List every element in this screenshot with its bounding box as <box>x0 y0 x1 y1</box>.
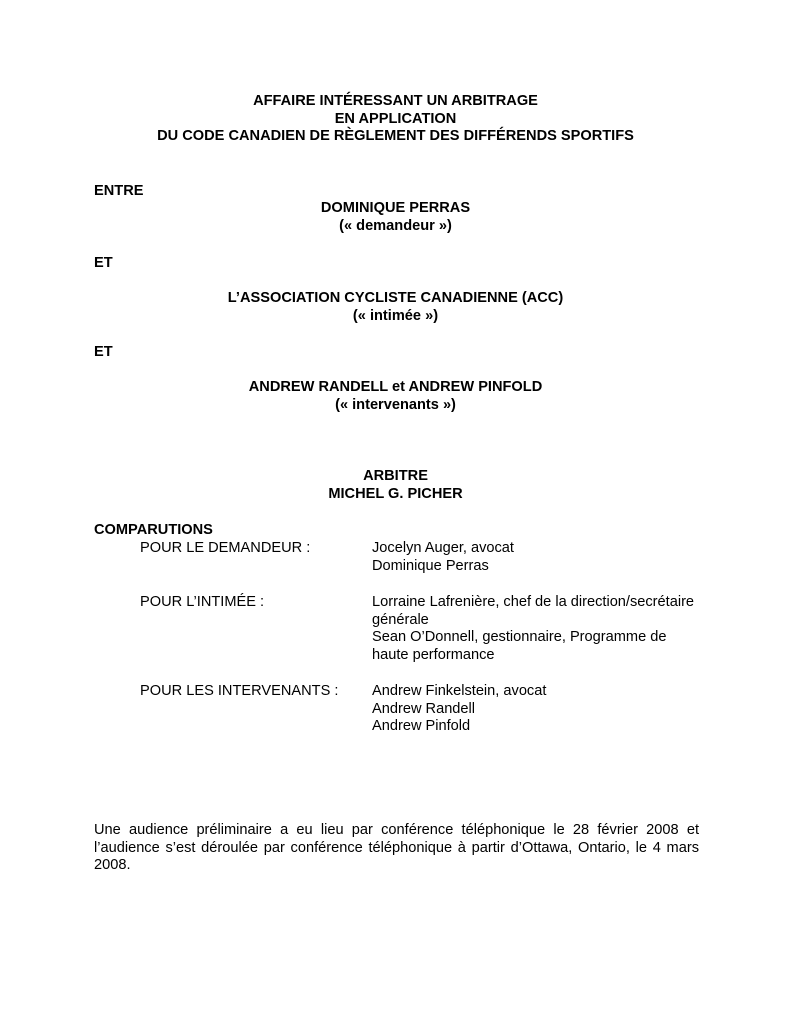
appearance-name: Sean O’Donnell, gestionnaire, Programme de haute performance <box>372 629 667 663</box>
heading-line-1: AFFAIRE INTÉRESSANT UN ARBITRAGE <box>253 93 538 109</box>
appearance-name: Jocelyn Auger, avocat <box>372 540 514 556</box>
arbitrator-title: ARBITRE <box>363 468 428 484</box>
intervenors-name: ANDREW RANDELL et ANDREW PINFOLD <box>248 379 543 395</box>
appearance-name: Andrew Finkelstein, avocat <box>372 683 547 699</box>
claimant-name: DOMINIQUE PERRAS <box>320 200 471 216</box>
appearance-label-intervenors: POUR LES INTERVENANTS : <box>140 683 339 699</box>
appearance-names-intervenors <box>372 683 702 736</box>
appearance-name: Andrew Randell <box>372 700 476 717</box>
claimant-block <box>0 200 791 235</box>
appearance-name: Dominique Perras <box>372 557 489 574</box>
heading-line-2: EN APPLICATION <box>334 110 457 127</box>
appearance-label-respondent: POUR L’INTIMÉE : <box>140 594 265 610</box>
heading-line-3: DU CODE CANADIEN DE RÈGLEMENT DES DIFFÉRENDS SPORTIFS <box>157 128 634 145</box>
appearance-name: Andrew Pinfold <box>372 718 471 735</box>
appearance-name: Lorraine Lafrenière, chef de la direction/secrétaire générale <box>372 594 695 628</box>
and-label-1: ET <box>94 255 113 271</box>
claimant-role: (« demandeur ») <box>339 217 452 234</box>
arbitrator-block <box>0 468 791 503</box>
intervenors-role: (« intervenants ») <box>335 396 456 413</box>
hearing-paragraph: Une audience préliminaire a eu lieu par conférence téléphonique le 28 février 2008 et l’audience s’est déroulée par conférence téléphonique à partir d’Ottawa, Ontario, le 4 mars 2008. <box>94 822 699 874</box>
between-label: ENTRE <box>94 183 144 199</box>
appearance-names-respondent <box>372 594 702 664</box>
document-heading <box>0 93 791 146</box>
respondent-block <box>0 290 791 325</box>
intervenors-block <box>0 379 791 414</box>
appearances-title: COMPARUTIONS <box>94 522 213 538</box>
arbitrator-name: MICHEL G. PICHER <box>328 485 463 502</box>
appearance-label-claimant: POUR LE DEMANDEUR : <box>140 540 311 556</box>
and-label-2: ET <box>94 344 113 360</box>
respondent-name: L’ASSOCIATION CYCLISTE CANADIENNE (ACC) <box>227 290 564 306</box>
respondent-role: (« intimée ») <box>352 307 439 324</box>
appearance-names-claimant <box>372 540 702 575</box>
